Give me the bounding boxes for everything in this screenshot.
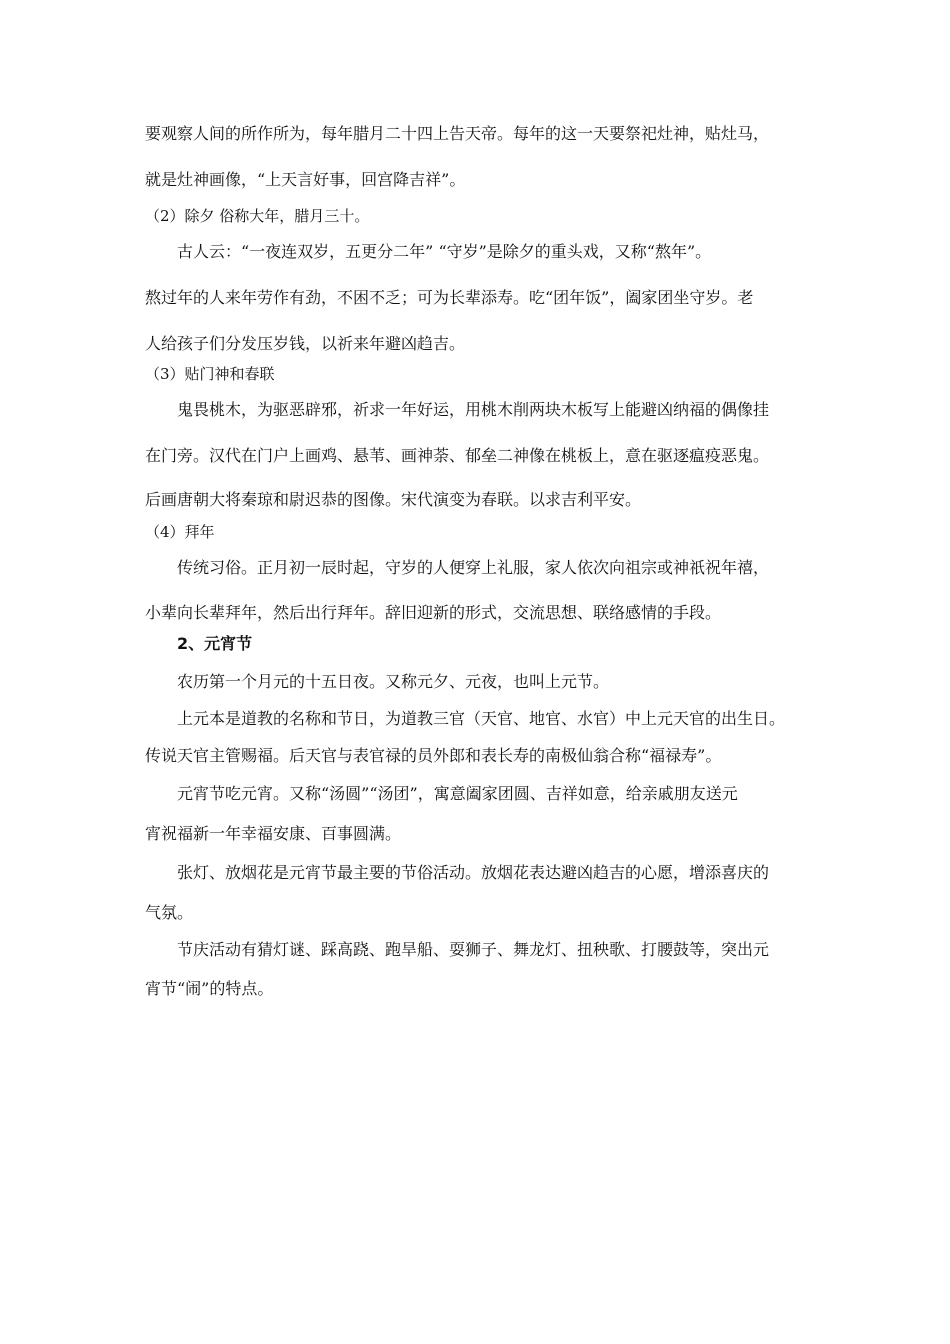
- body-text-line: 宵节“闹”的特点。: [145, 979, 274, 998]
- body-text-line: 鬼畏桃木，为驱恶辟邪，祈求一年好运，用桃木削两块木板写上能避凶纳福的偶像挂: [177, 400, 770, 419]
- body-text-line: 古人云：“一夜连双岁，五更分二年” “守岁”是除夕的重头戏，又称“熬年”。: [177, 242, 712, 261]
- body-text-line: 在门旁。汉代在门户上画鸡、悬苇、画神荼、郁垒二神像在桃板上，意在驱逐瘟疫恶鬼。: [145, 446, 770, 465]
- body-text-line: 张灯、放烟花是元宵节最主要的节俗活动。放烟花表达避凶趋吉的心愿，增添喜庆的: [177, 863, 770, 882]
- section-heading-yuanxiao: 2、元宵节: [177, 634, 253, 653]
- body-text-line: 要观察人间的所作所为，每年腊月二十四上告天帝。每年的这一天要祭祀灶神，贴灶马，: [145, 124, 770, 143]
- body-text-line: 人给孩子们分发压岁钱，以祈来年避凶趋吉。: [145, 334, 466, 353]
- body-text-line: 气氛。: [145, 903, 194, 922]
- body-text-line: 后画唐朝大将秦琼和尉迟恭的图像。宋代演变为春联。以求吉利平安。: [145, 490, 642, 509]
- body-text-line: 节庆活动有猜灯谜、踩高跷、跑旱船、耍狮子、舞龙灯、扭秧歌、打腰鼓等，突出元: [177, 940, 770, 959]
- body-text-line: 传统习俗。正月初一辰时起，守岁的人便穿上礼服，家人依次向祖宗或神祇祝年禧，: [177, 558, 770, 577]
- body-text-line: 上元本是道教的名称和节日，为道教三官（天官、地官、水官）中上元天官的出生日。: [177, 709, 786, 728]
- body-text-line: 传说天官主管赐福。后天官与表官禄的员外郎和表长寿的南极仙翁合称“福禄寿”。: [145, 746, 722, 765]
- body-text-line: 小辈向长辈拜年，然后出行拜年。辞旧迎新的形式，交流思想、联络感情的手段。: [145, 603, 722, 622]
- body-text-line: 农历第一个月元的十五日夜。又称元夕、元夜，也叫上元节。: [177, 672, 610, 691]
- body-text-line: 熬过年的人来年劳作有劲，不困不乏；可为长辈添寿。吃“团年饭”，阖家团坐守岁。老: [145, 288, 754, 307]
- body-text-line: 元宵节吃元宵。又称“汤圆”“汤团”，寓意阖家团圆、吉祥如意，给亲戚朋友送元: [177, 784, 738, 803]
- section-heading-menshen: （3）贴门神和春联: [145, 365, 275, 383]
- section-heading-bainian: （4）拜年: [145, 523, 215, 541]
- body-text-line: 就是灶神画像，“上天言好事，回宫降吉祥”。: [145, 170, 466, 189]
- section-heading-chuxi: （2）除夕 俗称大年，腊月三十。: [145, 207, 370, 225]
- body-text-line: 宵祝福新一年幸福安康、百事圆满。: [145, 824, 402, 843]
